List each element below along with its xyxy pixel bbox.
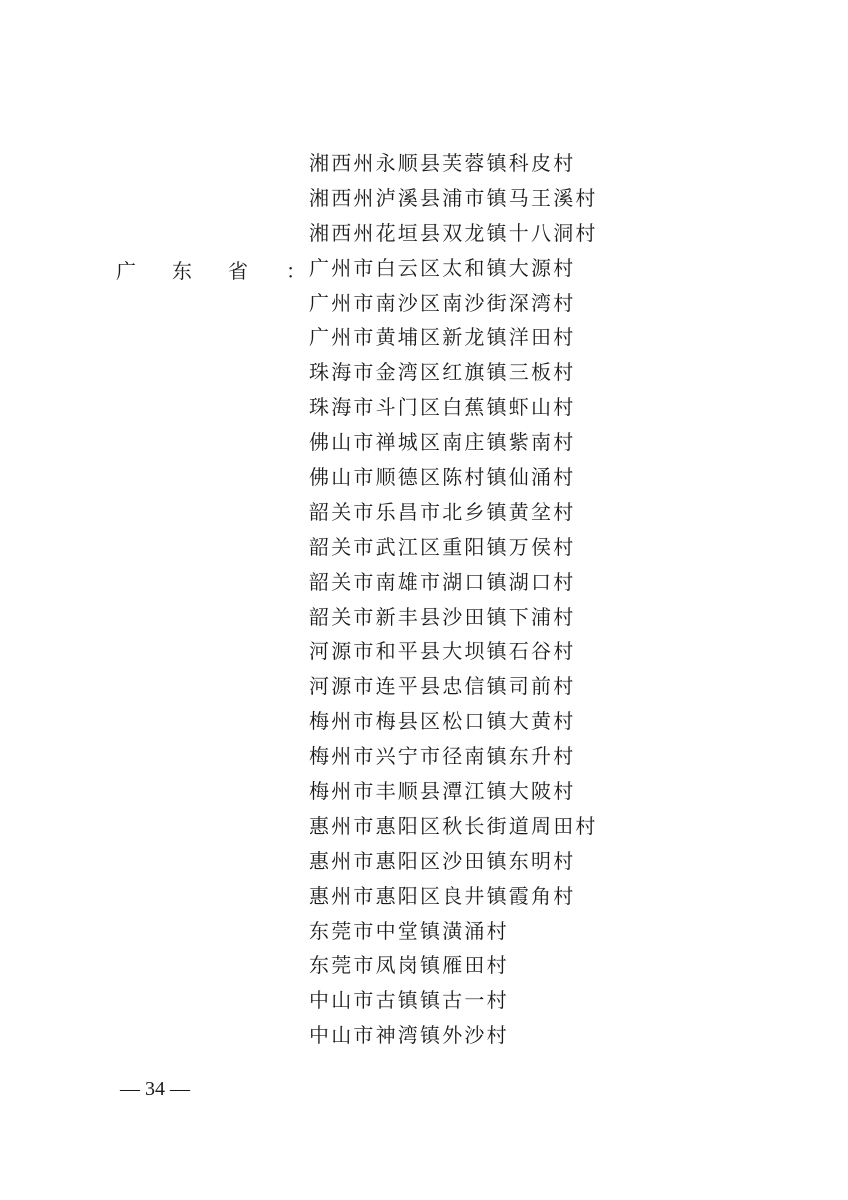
list-item: 梅州市梅县区松口镇大黄村: [309, 709, 576, 734]
list-item: 佛山市顺德区陈村镇仙涌村: [309, 465, 576, 490]
list-item: 中山市古镇镇古一村: [309, 988, 509, 1013]
list-item: 广州市黄埔区新龙镇洋田村: [309, 325, 576, 350]
list-item: 湘西州永顺县芙蓉镇科皮村: [309, 151, 576, 175]
list-item: 惠州市惠阳区秋长街道周田村: [309, 813, 598, 838]
page-number: — 34 —: [120, 1078, 190, 1100]
list-item: 河源市连平县忠信镇司前村: [309, 674, 576, 699]
list-item: 韶关市南雄市湖口镇湖口村: [309, 569, 576, 594]
list-item: 珠海市金湾区红旗镇三板村: [309, 360, 576, 385]
list-item: 韶关市武江区重阳镇万侯村: [309, 534, 576, 559]
list-item: 梅州市丰顺县潭江镇大陂村: [309, 779, 576, 804]
list-item: 东莞市凤岗镇雁田村: [309, 953, 509, 978]
province-char: 省: [228, 259, 248, 283]
province-char: 广: [116, 259, 136, 283]
list-item: 惠州市惠阳区良井镇霞角村: [309, 883, 576, 908]
list-item: 湘西州泸溪县浦市镇马王溪村: [309, 185, 598, 210]
list-item: 河源市和平县大坝镇石谷村: [309, 639, 576, 664]
list-item: 惠州市惠阳区沙田镇东明村: [309, 848, 576, 873]
list-item: 湘西州花垣县双龙镇十八洞村: [309, 220, 598, 245]
list-item: 中山市神湾镇外沙村: [309, 1023, 509, 1048]
list-item: 梅州市兴宁市径南镇东升村: [309, 744, 576, 769]
province-colon: ：: [286, 259, 306, 283]
village-list: [309, 146, 598, 1053]
list-item: 韶关市乐昌市北乡镇黄坌村: [309, 499, 576, 524]
list-item: 广州市南沙区南沙街深湾村: [309, 290, 576, 315]
list-item: 广州市白云区太和镇大源村: [309, 255, 576, 280]
list-item: 珠海市斗门区白蕉镇虾山村: [309, 395, 576, 420]
list-item: 佛山市禅城区南庄镇紫南村: [309, 430, 576, 455]
province-char: 东: [172, 259, 192, 283]
list-item: 东莞市中堂镇潢涌村: [309, 918, 509, 943]
province-label: [116, 254, 260, 289]
list-item: 韶关市新丰县沙田镇下浦村: [309, 604, 576, 629]
